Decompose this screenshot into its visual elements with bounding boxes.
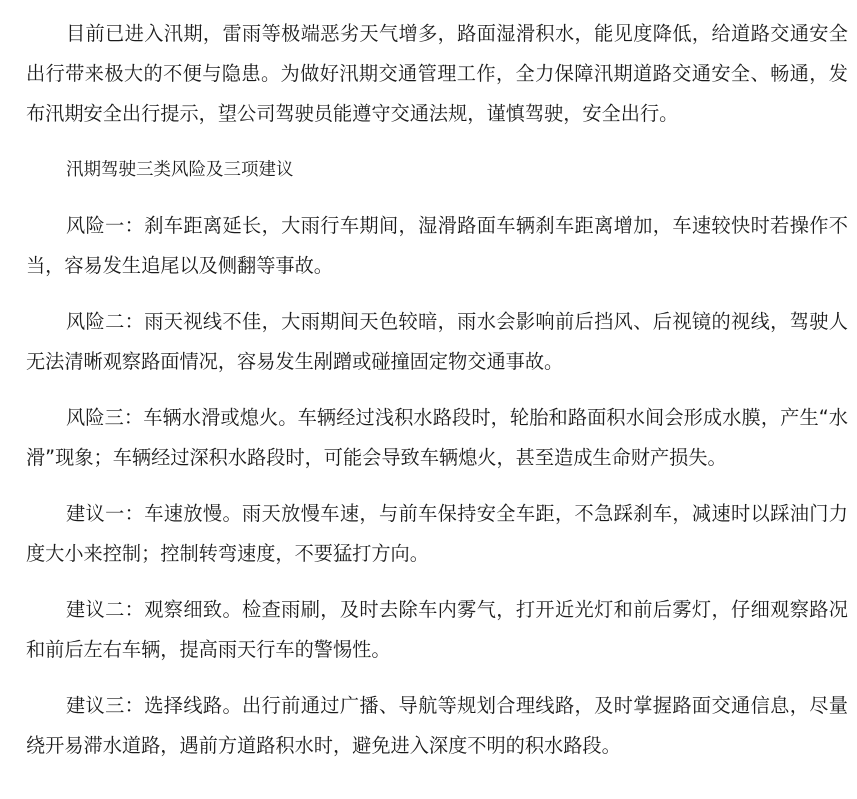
risk-paragraph-2: 风险二：雨天视线不佳，大雨期间天色较暗，雨水会影响前后挡风、后视镜的视线，驾驶人无法清晰观察路面情况，容易发生剐蹭或碰撞固定物交通事故。	[26, 310, 848, 373]
intro-paragraph: 目前已进入汛期，雷雨等极端恶劣天气增多，路面湿滑积水，能见度降低，给道路交通安全出行带来极大的不便与隐患。为做好汛期交通管理工作，全力保障汛期道路交通安全、畅通，发布汛期安全出行提示，望公司驾驶员能遵守交通法规，谨慎驾驶，安全出行。	[26, 22, 848, 125]
document-body	[26, 14, 848, 766]
section-heading: 汛期驾驶三类风险及三项建议	[66, 160, 294, 180]
risk-paragraph-3: 风险三：车辆水滑或熄火。车辆经过浅积水路段时，轮胎和路面积水间会形成水膜，产生“水滑”现象；车辆经过深积水路段时，可能会导致车辆熄火，甚至造成生命财产损失。	[26, 406, 848, 469]
suggestion-paragraph-2: 建议二：观察细致。检查雨刷，及时去除车内雾气，打开近光灯和前后雾灯，仔细观察路况和前后左右车辆，提高雨天行车的警惕性。	[26, 598, 848, 661]
risk-paragraph-1: 风险一：刹车距离延长，大雨行车期间，湿滑路面车辆刹车距离增加，车速较快时若操作不当，容易发生追尾以及侧翻等事故。	[26, 214, 848, 277]
suggestion-paragraph-1: 建议一：车速放慢。雨天放慢车速，与前车保持安全车距，不急踩刹车，减速时以踩油门力度大小来控制；控制转弯速度，不要猛打方向。	[26, 502, 848, 565]
suggestion-paragraph-3: 建议三：选择线路。出行前通过广播、导航等规划合理线路，及时掌握路面交通信息，尽量绕开易滞水道路，遇前方道路积水时，避免进入深度不明的积水路段。	[26, 694, 848, 757]
